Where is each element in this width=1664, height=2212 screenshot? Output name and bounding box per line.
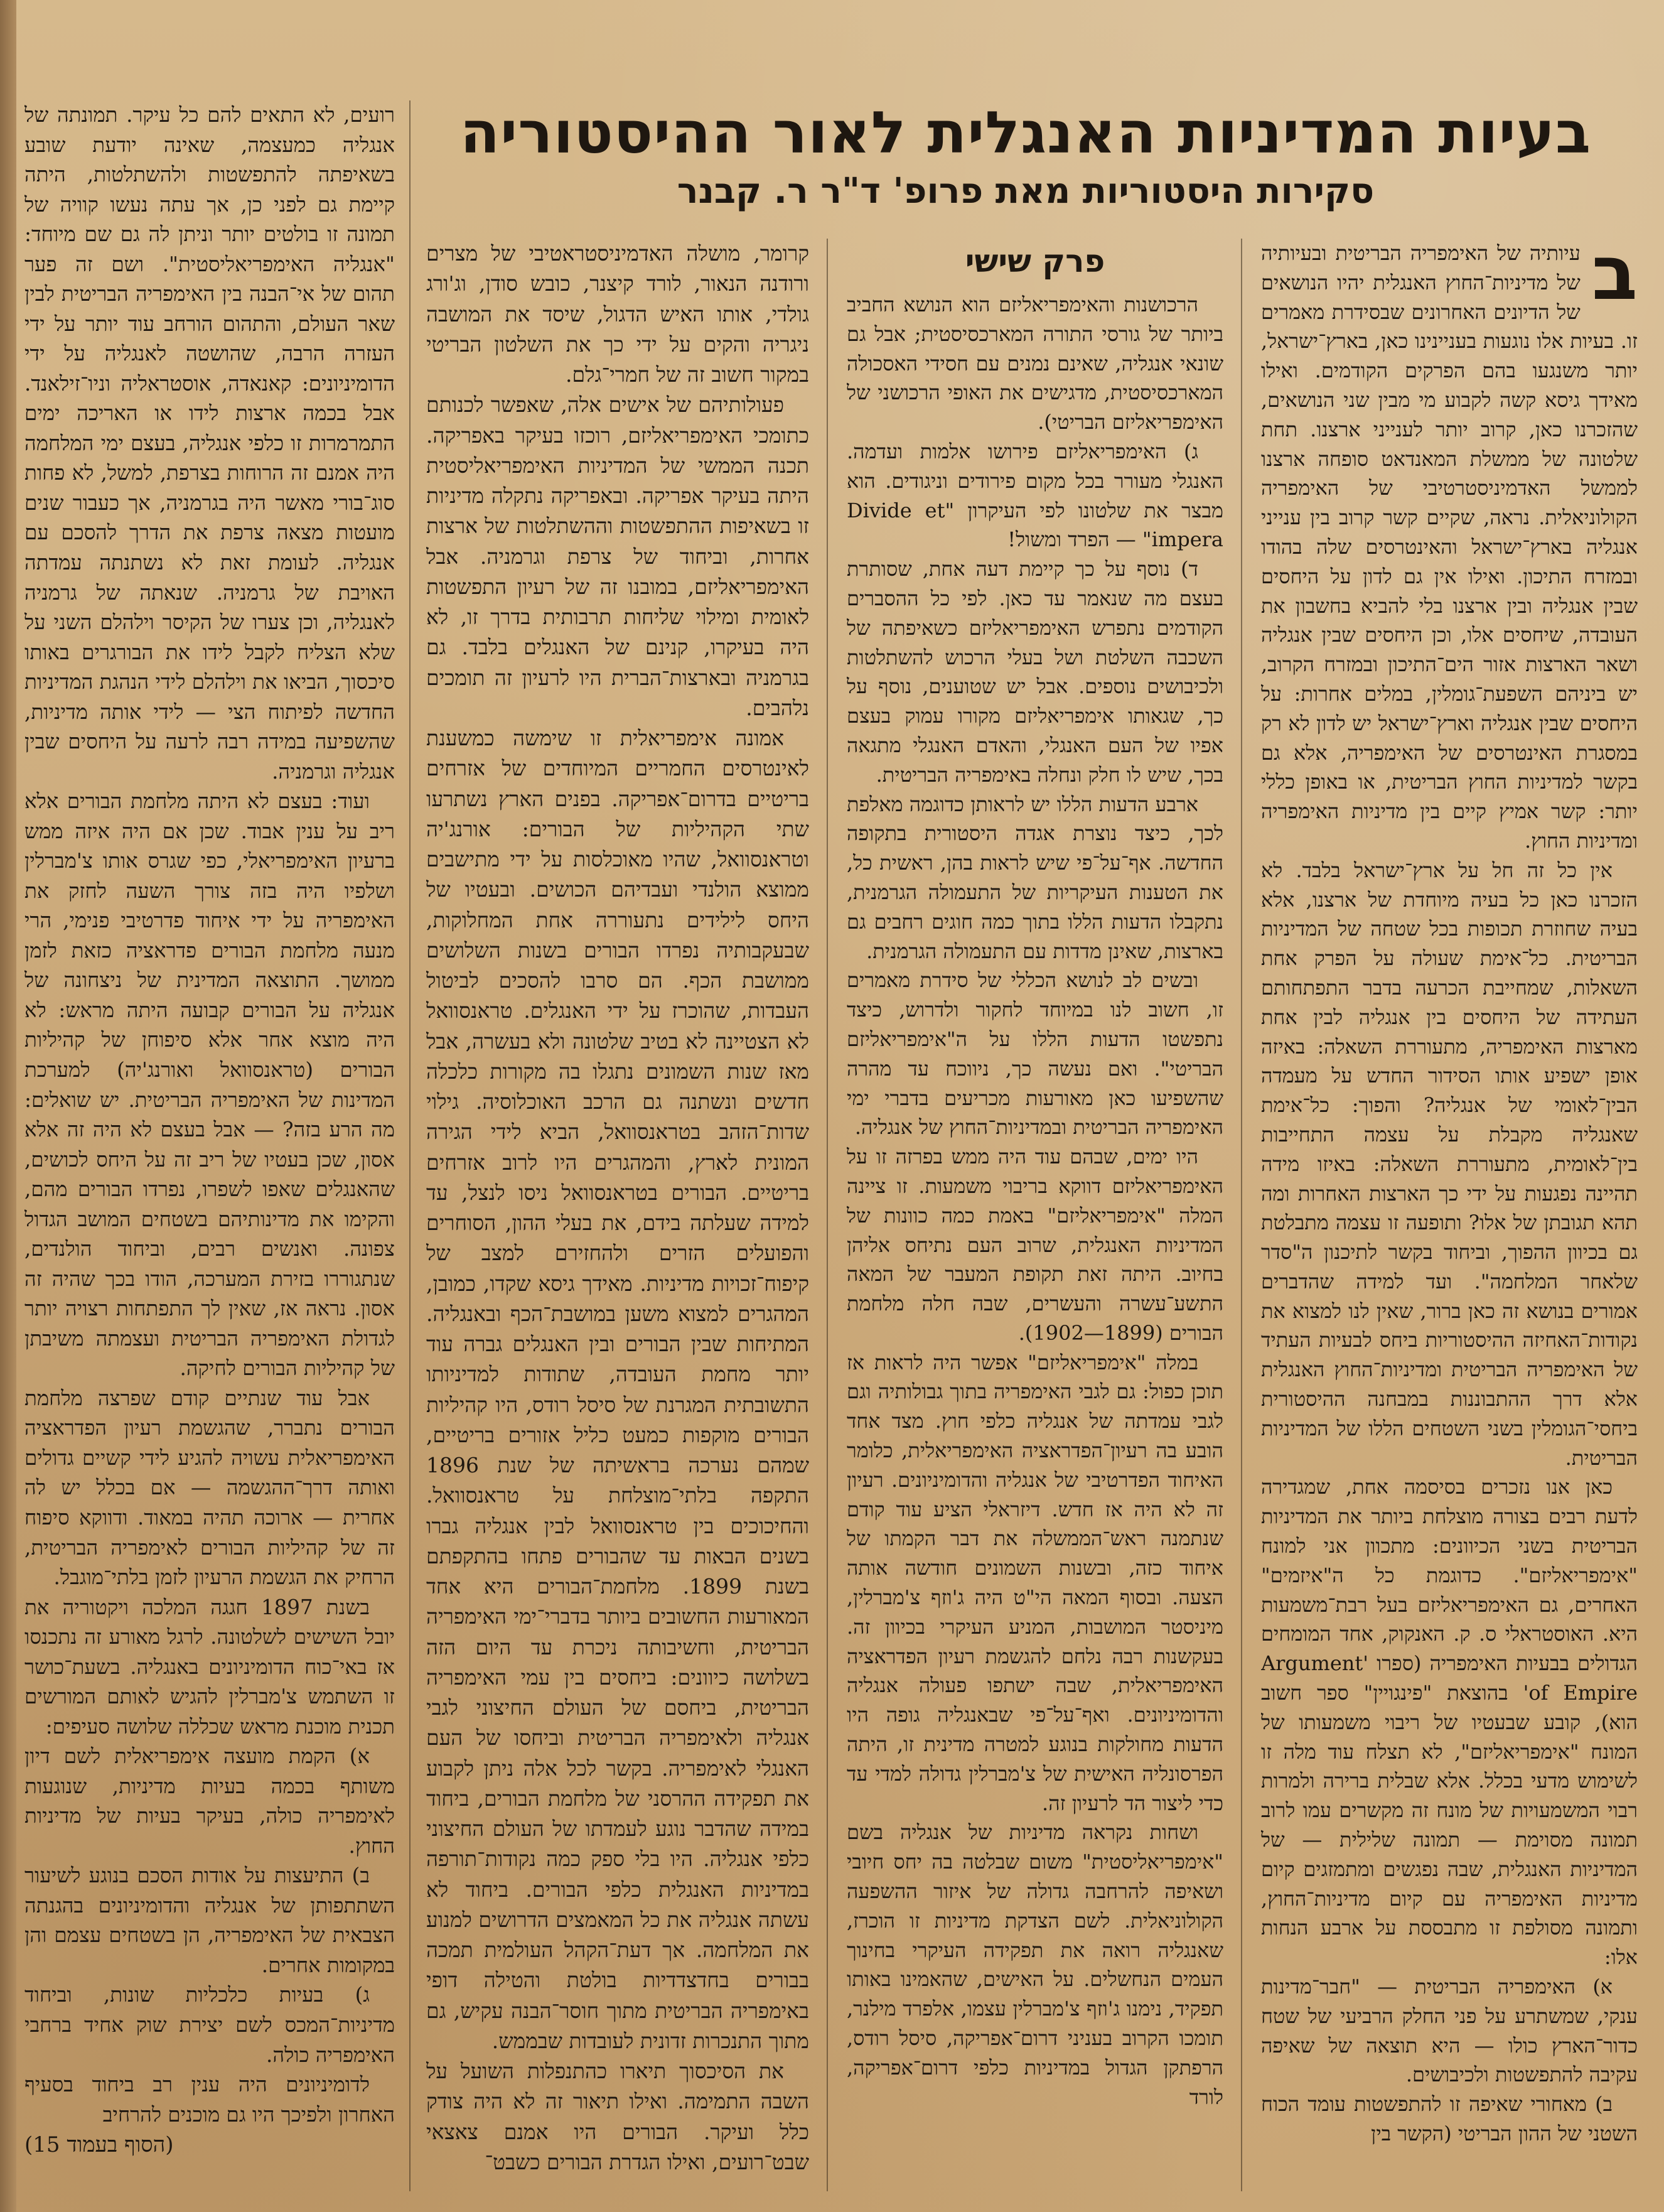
paragraph: לדומיניונים היה ענין רב ביחוד בסעיף האחרון ולפיכך היו גם מוכנים להרחיב: [24, 2073, 395, 2127]
paragraph: היו ימים, שבהם עוד היה ממש בפרזה זו על האימפריאליזם דווקא בריבוי משמעות. זו ציינה המלה "אימפריאליזם" באמת כמה כוונות של המדיניות האנגלית, שרוב העם נתיחס אליהן בחיוב. היתה זאת תקופת המעבר של המאה התשע־עשרה והעשרים, שבה חלה מלחמת הבורים (1899—1902).: [847, 1145, 1223, 1345]
paragraph: ד) נוסף על כך קיימת דעה אחת, שסותרת בעצם מה שנאמר עד כאן. לפי כל ההסברים הקודמים נתפרש האימפריאליזם כשאיפתה של השכבה השלטת ושל בעלי הרכוש להשתלטות ולכיבושים נוספים. אבל יש שטוענים, נוסף על כך, שגאותו אימפריאליזם מקורו עמוק בעצם אפיו של העם האנגלי, והאדם האנגלי מתגאה בכך, שיש לו חלק ונחלה באימפריה הבריטית.: [847, 557, 1223, 787]
paragraph: ועוד: בעצם לא היתה מלחמת הבורים אלא ריב על ענין אבוד. שכן אם היה איזה ממש ברעיון האימפריאלי, כפי שגרס אותו צ'מברלין ושלפיו היה בזה צורך השעה לחזק את האימפריה על ידי איחוד פדרטיבי פנימי, הרי מנעה מלחמת הבורים פדראציה כזאת לזמן ממושך. התוצאה המדינית של ניצחונה של אנגליה על הבורים קבועה היתה מראש: לא היה מוצא אחר אלא סיפוחן של קהיליות הבורים (טראנסוואל ואורנג'יה) למערכת המדינות של האימפריה הבריטית. יש שואלים: מה הרע בזה? — אבל בעצם לא היה זה אלא אסון, שכן בעטיו של ריב זה על היחס לכושים, שהאנגלים שאפו לשפרו, נפרדו הבורים מהם, והקימו את מדינותיהם בשטחים המושב הגדול צפונה. ואנשים רבים, וביחוד הולנדים, שנתגוררו בזירת המערכה, הודו בכך שהיה זה אסון. נראה אז, שאין לך התפתחות רצויה יותר לגדולת האימפריה הבריטית ועצמתה משיבתן של קהיליות הבורים לחיקה.: [24, 789, 395, 1381]
paragraph: ארבע הדעות הללו יש לראותן כדוגמה מאלפת לכך, כיצד נוצרת אגדה היסטורית בתקופה החדשה. אף־על־פי שיש לראות בהן, ראשית כל, את הטענות העיקריות של התעמולה הגרמנית, נתקבלו הדעות הללו בתוך כמה חוגים רחבים גם בארצות, שאינן מדדות עם התעמולה הגרמנית.: [847, 792, 1223, 963]
paragraph: במלה "אימפריאליזם" אפשר היה לראות אז תוכן כפול: גם לגבי האימפריה בתוך גבולותיה וגם לגבי עמדתה של אנגליה כלפי חוץ. מצד אחד הובע בה רעיון־הפדראציה האימפריאלית, כלומר האיחוד הפדרטיבי של אנגליה והדומיניונים. רעיון זה לא היה אז חדש. דיזראלי הציע עוד קודם שנתמנה ראש־הממשלה את דבר הקמתו של איחוד כזה, ובשנות השמונים חודשה אותה הצעה. ובסוף המאה הי"ט היה ג'וזף צ'מברלין, מיניסטר המושבות, המניע העיקרי בכיוון זה. בעקשנות רבה נלחם להגשמת רעיון הפדראציה האימפריאלית, שבה ישתפו פעולה אנגליה והדומיניונים. ואף־על־פי שבאנגליה גופה היו הדעות מחולקות בנוגע למטרה מדינית זו, היתה הפרסונליה האישית של צ'מברלין גדולה למדי עד כדי ליצור הד לרעיון זה.: [847, 1350, 1223, 1815]
paragraph: בשנת 1897 חגגה המלכה ויקטוריה את יובל השישים לשלטונה. לרגל מאורע זה נתכנסו אז באי־כוח הדומיניונים באנגליה. בשעת־כושר זו השתמש צ'מברלין להגיש לאותם המורשים תכנית מוכנת מראש שכללה שלושה סעיפים:: [24, 1595, 395, 1739]
paragraph: אין כל זה חל על ארץ־ישראל בלבד. לא הזכרנו כאן כל בעיה מיוחדת של ארצנו, אלא בעיה שחוזרת תכופות בכל שטחה של המדיניות הבריטית. כל־אימת שעולה על הפרק אחת השאלות, שמחייבת הכרעה בדבר התפתחותם העתידה של היחסים בין אנגליה לבין אחת מארצות האימפריה, מתעוררת השאלה: באיזה אופן ישפיע אותו הסידור החדש על מעמדה הבין־לאומי של אנגליה? והפוך: כל־אימת שאנגליה מקבלת על עצמה התחייבות בין־לאומית, מתעוררת השאלה: באיזו מידה תהיינה נפגעות על ידי כך הארצות האחרות ומה תהא תגובתן של אלו? ותופעה זו עצמה מתבלטת גם בכיוון ההפוך, וביחוד בקשר לתיכנון ה"סדר שלאחר המלחמה". ועד למידה שהדברים אמורים בנושא זה כאן ברור, שאין לנו למצוא את נקודות־האחיזה ההיסטוריות ביחס לבעיות העתיד של האימפריה הבריטית ומדיניות־החוץ האנגלית אלא דרך ההתבוננות במבחנה ההיסטורית ביחסי־הגומלין בשני השטחים הללו של המדיניות הבריטית.: [1261, 858, 1638, 1470]
paragraph: פעולותיהם של אישים אלה, שאפשר לכנותם כתומכי האימפריאליזם, רוכזו בעיקר באפריקה. תכנה הממשי של המדיניות האימפריאליסטית היתה בעיקר אפריקה. ובאפריקה נתקלה מדיניות זו בשאיפות ההתפשטות וההשתלטות של ארצות אחרות, וביחוד של צרפת וגרמניה. אבל האימפריאליזם, במובנו זה של רעיון התפשטות לאומית ומילוי שליחות תרבותית בדרך זו, לא היה בעיקרו, קנינם של האנגלים בלבד. גם בגרמניה ובארצות־הברית היו לרעיון זה תומכים נלהבים.: [426, 392, 809, 720]
column-1: [1261, 239, 1638, 2191]
paragraph: כאן אנו נזכרים בסיסמה אחת, שמגדירה לדעת רבים בצורה מוצלחת ביותר את המדיניות הבריטית בשני הכיוונים: מתכוון אני למונח "אימפריאליזם". כדוגמת כל ה"איזמים" האחרים, גם האימפריאליזם בעל רבת־משמעות היא. האוסטראלי ס. ק. האנקוק, אחד המומחים הגדולים בבעיות האימפריה (ספרו 'Argument of Empire' בהוצאת "פינגויין" ספר חשוב הוא), קובע שבעטיו של ריבוי משמעותו של המונח "אימפריאליזם", לא תצלח עוד מלה זו לשימוש מדעי בכלל. אלא שבלית ברירה ולמרות רבוי המשמעויות של מונח זה מקשרים עמו לרוב תמונה מסוימת — תמונה שלילית — של המדיניות האנגלית, שבה נפגשים ומתמזגים קיום מדיניות האימפריה עם קיום מדיניות־החוץ, ותמונה מסולפת זו מתבססת על ארבע הנחות אלו:: [1261, 1475, 1638, 1970]
paragraph: ושחות נקראה מדיניות של אנגליה בשם "אימפריאליסטית" משום שבלטה בה יחס חיובי ושאיפה להרחבה גדולה של איזור ההשפעה הקולוניאלית. לשם הצדקת מדיניות זו הוכרז, שאנגליה רואה את תפקידה העיקרי בחינוך העמים הנחשלים. על האישים, שהאמינו באותו תפקיד, נימנו ג'וזף צ'מברלין עצמו, אלפרד מילנר, תומכו הקרוב בעניני דרום־אפריקה, סיסל רודס, הרפתקן הגדול במדיניות כלפי דרום־אפריקה, לורד: [847, 1820, 1223, 2109]
column-rule: [409, 100, 411, 2191]
article-title: בעיות המדיניות האנגלית לאור ההיסטוריה: [459, 99, 1592, 166]
paragraph: קרומר, מושלה האדמיניסטראטיבי של מצרים ורודנה הנאור, לורד קיצנר, כובש סודן, וג'ורג גולדי, אותו האיש הדגול, שיסד את המושבה ניגריה והקים על ידי כך את השלטון הבריטי במקור חשוב זה של חמרי־גלם.: [426, 241, 809, 387]
page-edge: [0, 0, 16, 2212]
paragraph: ובשים לב לנושא הכללי של סידרת מאמרים זו, חשוב לנו במיוחד לחקור ולדרוש, כיצד נתפשטו הדעות הללו על ה"אימפריאליזם הבריטי". ואם נעשה כך, ניווכח עד מהרה שהשפיעו כאן מאורעות מכריעים בדברי ימי האימפריה הבריטית ובמדיניות־החוץ של אנגליה.: [847, 968, 1223, 1140]
paragraph: א) האימפריה הבריטית — "חבר־מדינות ענקי, שמשתרע על פני החלק הרביעי של שטח כדור־הארץ כולו — היא תוצאה של שאיפה עקיבה להתפשטות ולכיבושים.: [1261, 1975, 1638, 2087]
paragraph: ב) התיעצות על אודות הסכם בנוגע לשיעור השתתפותן של אנגליה והדומיניונים בהגנתה הצבאית של האימפריה, הן בשטחים עצמם והן במקומות אחרים.: [24, 1864, 395, 1977]
drop-cap: ב: [1591, 239, 1638, 317]
continued-note: (הסוף בעמוד 15): [24, 2132, 174, 2158]
column-3: [426, 239, 809, 2191]
article-subtitle: סקירות היסטוריות מאת פרופ' ד"ר ר. קבנר: [677, 171, 1375, 212]
paragraph: ג) האימפריאליזם פירושו אלמות ועדמה. האנגלי מעורר בכל מקום פירודים וניגודים. הוא מבצר את שלטונו לפי העיקרון "Divide et impera" — הפרד ומשול!: [847, 439, 1223, 552]
newspaper-page: [21, 100, 1638, 2191]
column-2: [847, 239, 1223, 2191]
paragraph: ג) בעיות כלכליות שונות, וביחוד מדיניות־המכס לשם יצירת שוק אחיד ברחבי האימפריה כולה.: [24, 1983, 395, 2067]
column-4: [24, 100, 395, 2191]
paragraph: את הסיכסוך תיארו כהתנפלות השועל על השבה התמימה. ואילו תיאור זה לא היה צודק כלל ועיקר. הבורים היו אמנם צאצאי שבט־רועים, ואילו הגדרת הבורים כשבט־: [426, 2059, 809, 2174]
paragraph: אבל עוד שנתיים קודם שפרצה מלחמת הבורים נתברר, שהגשמת רעיון הפדראציה האימפריאלית עשויה להגיע לידי קשיים גדולים ואותה דרך־ההגשמה — אם בכלל יש לה אחרית — ארוכה תהיה במאוד. ודווקא סיפוח זה של קהיליות הבורים לאימפריה הבריטית, הרחיק את הגשמת הרעיון לזמן בלתי־מוגבל.: [24, 1386, 395, 1590]
paragraph: עיותיה של האימפריה הבריטית ובעיותיה של מדיניות־החוץ האנגלית יהיו הנושאים של הדיונים האחרונים שבסידרת מאמרים זו. בעיות אלו נוגעות בעניינינו כאן, בארץ־ישראל, יותר משנגעו בהם הפרקים הקודמים. ואילו מאידך גיסא קשה לקבוע מי מבין שני הנושאים, שהזכרנו כאן, קרוב יותר לענייני ארצנו. תחת שלטונה של ממשלת המאנדאט סופחה ארצנו לממשל האדמיניסטרטיבי של האימפריה הקולוניאלית. נראה, שקיים קשר קרוב בין ענייני אנגליה בארץ־ישראל והאינטרסים שלה בהודו ובמזרח התיכון. ואילו אין גם לדון על היחסים שבין אנגליה ובין ארצנו בלי להביא בחשבון את העובדה, שיחסים אלו, וכן היחסים שבין אנגליה ושאר הארצות אזור הים־התיכון ובמזרח הקרוב, יש ביניהם השפעת־גומלין, במלים אחרות: על היחסים שבין אנגליה וארץ־ישראל יש לדון לא רק במסגרת האינטרסים של האימפריה, אלא גם בקשר למדיניות החוץ הבריטית, או באופן כללי יותר: קשר אמיץ קיים בין מדיניות האימפריה ומדיניות החוץ.: [1261, 241, 1638, 853]
paragraph: אמונה אימפריאלית זו שימשה כמשענת לאינטרסים החמריים המיוחדים של אזרחים בריטיים בדרום־אפריקה. בפנים הארץ נשתרעו שתי הקהיליות של הבורים: אורנג'יה וטראנסוואל, שהיו מאוכלסות על ידי מתישבים ממוצא הולנדי ועבדיהם הכושים. ובעטיו של היחס לילידים נתעוררה אחת המחלוקות, שבעקבותיה נפרדו הבורים בשנות השלושים ממושבת הכף. הם סרבו להסכים לביטול העבדות, שהוכרז על ידי האנגלים. טראנסוואל לא הצטיינה לא בטיב שלטונה ולא בעשרה, אבל מאז שנות השמונים נתגלו בה מקורות כלכלה חדשים ונשתנה גם הרכב האוכלוסיה. גילוי שדות־הזהב בטראנסוואל, הביא לידי הגירה המונית לארץ, והמהגרים היו לרוב אזרחים בריטיים. הבורים בטראנסוואל ניסו לנצל, עד למידה שעלתה בידם, את בעלי ההון, הסוחרים והפועלים הזרים ולהחזירם למצב של קיפוח־זכויות מדיניות. מאידך גיסא שקדו, כמובן, המהגרים למצוא משען במושבת־הכף ובאנגליה. המתיחות שבין הבורים ובין האנגלים גברה עוד יותר מחמת העובדה, שתודות למדיניותו התשובתית המגרנת של סיסל רודס, היו קהיליות הבורים מוקפות כמעט כליל אזורים בריטיים, שמהם נערכה בראשיתה של שנת 1896 התקפה בלתי־מוצלחת על טראנסוואל. והחיכוכים בין טראנסוואל לבין אנגליה גברו בשנים הבאות עד שהבורים פתחו בהתקפתם בשנת 1899. מלחמת־הבורים היא אחד המאורעות החשובים ביותר בדברי־ימי האימפריה הבריטית, וחשיבותה ניכרת עד היום הזה בשלושה כיוונים: ביחסים בין עמי האימפריה הבריטית, ביחסם של העולם החיצוני לגבי אנגליה ולאימפריה הבריטית וביחסו של העם האנגלי לאימפריה. בקשר לכל אלה ניתן לקבוע את תפקידה ההרסני של מלחמת הבורים, ביחוד במידה שהדבר נוגע לעמדתו של העולם החיצוני כלפי אנגליה. היו בלי ספק כמה נקודות־תורפה במדיניות האנגלית כלפי הבורים. ביחוד לא עשתה אנגליה את כל המאמצים הדרושים למנוע את המלחמה. אך דעת־הקהל העולמית תמכה בבורים בחדצדדיות בולטת והטילה דופי באימפריה הבריטית מתוך חוסר־הבנה עקיש, גם מתוך התנכרות זדונית לעובדות שבממש.: [426, 726, 809, 2053]
article-header: [414, 100, 1638, 226]
column-rule: [1241, 239, 1242, 2191]
paragraph: ב) מאחורי שאיפה זו להתפשטות עומד הכוח השטני של ההון הבריטי (הקשר בין: [1261, 2092, 1638, 2145]
column-rule: [827, 239, 828, 2191]
paragraph: א) הקמת מועצה אימפריאלית לשם דיון משותף בכמה בעיות מדיניות, שנוגעות לאימפריה כולה, בעיקר בעיות של מדיניות החוץ.: [24, 1744, 395, 1858]
paragraph: רועים, לא התאים להם כל עיקר. תמונתה של אנגליה כמעצמה, שאינה יודעת שובע בשאיפתה להתפשטות ולהשתלטות, היתה קיימת גם לפני כן, אך עתה נעשו קוויה של תמונה זו בולטים יותר וניתן לה גם שם מיוחד: "אנגליה האימפריאליסטית". ושם זה פער תהום של אי־הבנה בין האימפריה הבריטית לבין שאר העולם, והתהום הורחב עוד יותר על ידי העזרה הרבה, שהושטה לאנגליה על ידי הדומיניונים: קאנאדה, אוסטראליה וניו־זילאנד. אבל בכמה ארצות לידו או האריכה ימים התמרמרות זו כלפי אנגליה, בעצם ימי המלחמה היה אמנם זה הרוחות בצרפת, למשל, לא פחות סוג־בורי מאשר היה בגרמניה, אך כעבור שנים מועטות מצאה צרפת את הדרך להסכם עם אנגליה. לעומת זאת לא נשתנתה עמדתה האויבת של גרמניה. שנאתה של גרמניה לאנגליה, וכן צערו של הקיסר וילהלם השני על שלא הצליח לקבל לידו את הבורגרים באותו סיכסוך, הביאו את וילהלם לידי הנהגת המדיניות החדשה לפיתוח הצי — לידי אותה מדיניות, שהשפיעה במידה רבה לרעה על היחסים שבין אנגליה וגרמניה.: [24, 103, 395, 784]
paragraph: הרכושנות והאימפריאליזם הוא הנושא החביב ביותר של גורסי התורה המארכסיסטית; אבל גם שונאי אנגליה, שאינם נמנים עם חסידי האסכולה המארכסיסטית, מדגישים את האופי הרכושני של האימפריאליזם הבריטי).: [847, 293, 1223, 434]
chapter-heading: פרק שישי: [965, 243, 1105, 279]
